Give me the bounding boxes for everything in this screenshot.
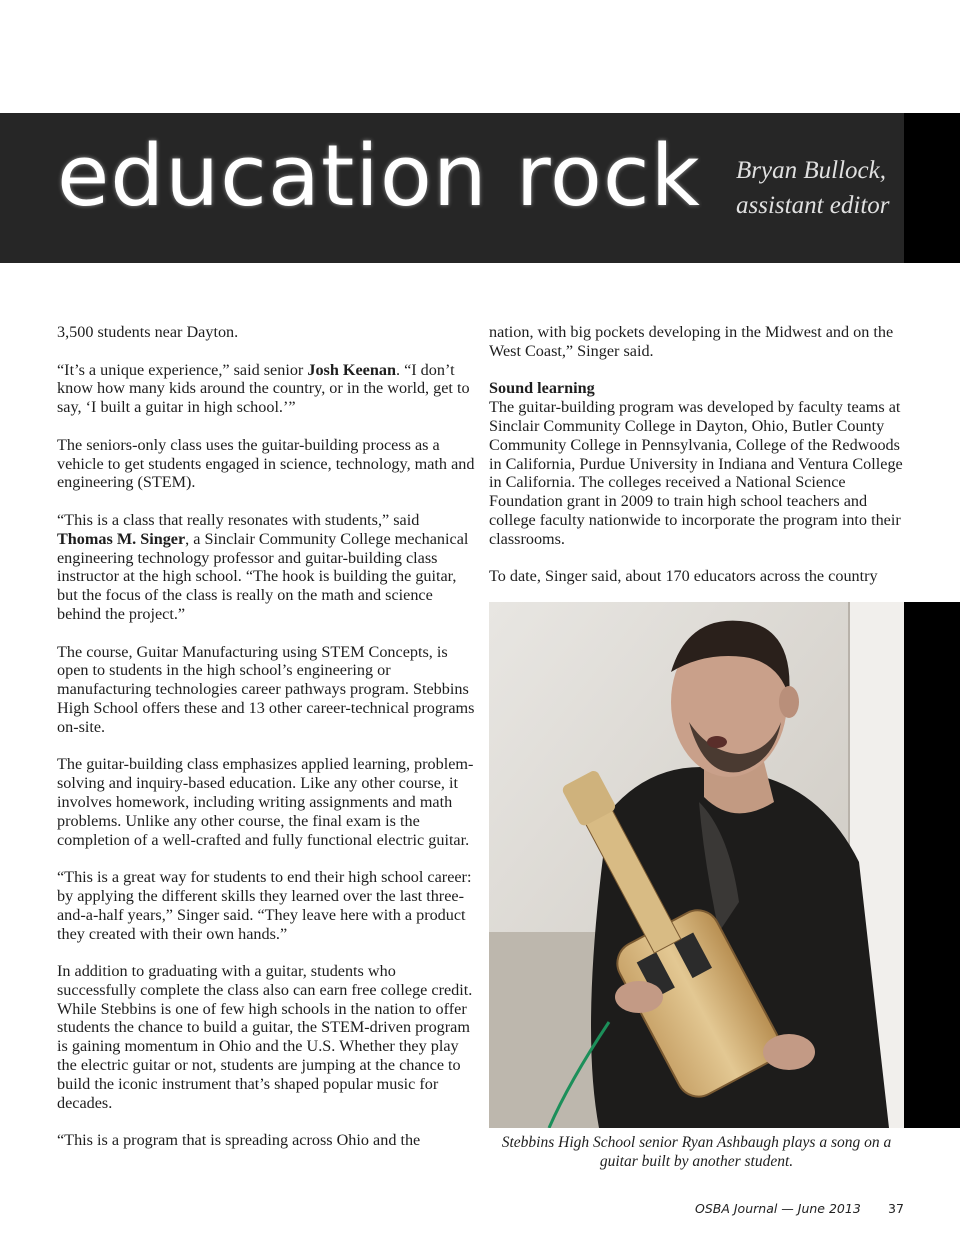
paragraph: “It’s a unique experience,” said senior Josh Keenan. “I don’t know how many kids around the country, or in the world, get to say, ‘I built a guitar in high school.’”	[57, 360, 470, 417]
paragraph: To date, Singer said, about 170 educators across the country	[489, 567, 878, 586]
section-heading: Sound learning	[489, 379, 595, 398]
paragraph: In addition to graduating with a guitar, students who successfully complete the class also can earn free college credit. While Stebbins is one of few high schools in the nation to offer students the chance to build a guitar, the STEM-driven program is gaining momentum in Ohio and the U.S. Whether they play the electric guitar or not, students are jumping at the chance to build the iconic instrument that’s shaped popular music for decades.	[57, 962, 473, 1112]
person-name: Thomas M. Singer	[57, 529, 186, 548]
paragraph: 3,500 students near Dayton.	[57, 323, 239, 341]
paragraph: The course, Guitar Manufacturing using STEM Concepts, is open to students in the high school’s engineering or manufacturing technologies career pathways program. Stebbins High School offers these and 13 other career-technical programs on-site.	[57, 642, 475, 736]
page-number: 37	[888, 1201, 904, 1216]
photo-caption: Stebbins High School senior Ryan Ashbaugh plays a song on a guitar built by another student.	[501, 1134, 892, 1170]
paragraph: “This is a great way for students to end their high school career: by applying the different skills they learned over the last three-and-a-half years,” Singer said. “They leave here with a product they created with their own hands.”	[57, 868, 472, 943]
byline-role: assistant editor	[736, 192, 890, 219]
page-title: education rock	[57, 127, 701, 226]
person-name: Josh Keenan	[307, 360, 396, 379]
paragraph: nation, with big pockets developing in the Midwest and on the West Coast,” Singer said.	[489, 323, 894, 360]
paragraph: Sound learning The guitar-building program was developed by faculty teams at Sinclair Community College in Dayton, Ohio, Butler County Community College in Pennsylvania, College of the Redwoods in California, Purdue University in Indiana and Ventura College in California. The colleges received a National Science Foundation grant in 2009 to train high school teachers and college faculty nationwide to incorporate the program into their classrooms.	[489, 379, 903, 548]
article-column-right	[489, 323, 904, 586]
footer-journal-name: OSBA Journal — June 2013	[695, 1201, 861, 1216]
byline-name: Bryan Bullock,	[736, 157, 886, 184]
student-guitar-photo	[489, 602, 904, 1128]
byline	[736, 153, 896, 223]
photo-illustration	[489, 602, 904, 1128]
paragraph: The guitar-building class emphasizes applied learning, problem-solving and inquiry-based education. Like any other course, it involves homework, including writing assignments and math problems. Unlike any other course, the final exam is the completion of a well-crafted and fully functional electric guitar.	[57, 755, 474, 849]
article-column-left	[57, 323, 477, 1150]
paragraph: “This is a class that really resonates with students,” said Thomas M. Singer, a Sinclair Community College mechanical engineering technology professor and guitar-building class instructor at the high school. “The hook is building the guitar, but the focus of the class is really on the math and science behind the project.”	[57, 510, 469, 623]
paragraph: The seniors-only class uses the guitar-building process as a vehicle to get students engaged in science, technology, math and engineering (STEM).	[57, 435, 475, 492]
paragraph: “This is a program that is spreading across Ohio and the	[57, 1131, 421, 1150]
header-edge-bar	[904, 113, 960, 263]
photo-edge-bar	[904, 602, 960, 1128]
